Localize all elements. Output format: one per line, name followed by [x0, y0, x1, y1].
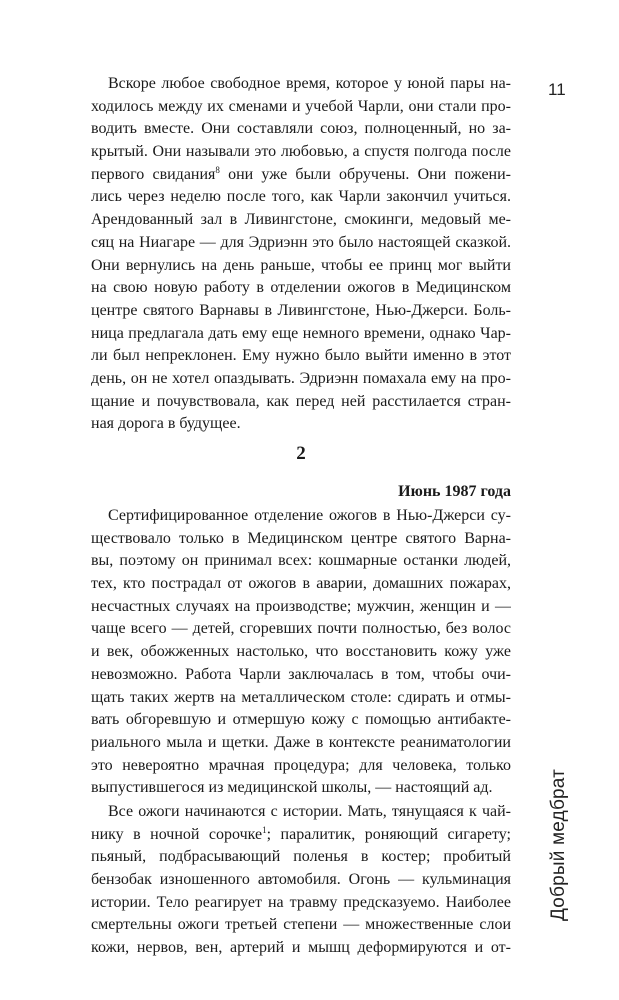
text-segment: нику в ночной сорочке [91, 825, 263, 843]
paragraph-3 [91, 801, 511, 960]
paragraph-1 [91, 73, 511, 436]
text-line: вы, поэтому он принимал всех: кошмарные останки людей, [91, 552, 511, 570]
text-line: день, он не хотел опаздывать. Эдриэнн помахала ему на про- [91, 369, 511, 387]
text-line: Сертифицированное отделение ожогов в Нью-Джерси су- [108, 507, 511, 524]
text-line: центре святого Варнавы в Ливингстоне, Нью-Джерси. Боль- [91, 301, 511, 319]
text-line: чаще всего — детей, сгоревших почти полностью, без волос [91, 620, 511, 638]
paragraph-2 [91, 505, 511, 800]
text-line: истории. Тело реагирует на травму предсказуемо. Наиболее [91, 893, 511, 911]
text-line: лись через неделю после того, как Чарли закончил учиться. [91, 188, 511, 206]
text-line: пьяный, подбрасывающий поленья в костер; пробитый [91, 848, 511, 866]
page-number: 11 [548, 80, 566, 99]
text-line: вать обгоревшую и отмершую кожу с помощью антибакте- [91, 711, 511, 729]
running-title: Добрый медбрат [548, 768, 569, 921]
text-line: ница предлагала дать ему еще немного времени, однако Чар- [91, 324, 511, 342]
text-segment: ; паралитик, роняющий сигарету; [266, 825, 511, 843]
text-line: щание и почувствовала, как перед ней расстилается стран- [91, 392, 511, 410]
text-line: риального мыла и щетки. Даже в контексте реаниматологии [91, 733, 511, 751]
text-segment: они уже были обручены. Они пожени- [219, 165, 511, 183]
footnote-marker: 1 [262, 824, 267, 835]
text-line: кожи, нервов, вен, артерий и мышц деформируются и от- [91, 939, 511, 957]
text-line: Вскоре любое свободное время, которое у юной пары на- [108, 75, 511, 92]
text-line: выпустившегося из медицинской школы, — настоящий ад. [91, 779, 493, 797]
text-line: ществовало только в Медицинском центре святого Варна- [91, 529, 511, 547]
text-line: на свою новую работу в отделении ожогов в Медицинском [91, 279, 511, 297]
text-line: несчастных случаях на производстве; мужчин, женщин и — [91, 597, 511, 615]
text-line: невозможно. Работа Чарли заключалась в том, чтобы очи- [91, 665, 511, 683]
text-line: щать таких жертв на металлическом столе: сдирать и отмы- [91, 688, 511, 706]
chapter-date: Июнь 1987 года [398, 483, 511, 500]
text-line: водить вместе. Они составляли союз, полноценный, но за- [91, 120, 511, 138]
text-line: Они вернулись на день раньше, чтобы ее принц мог выйти [91, 256, 511, 274]
text-line: это невероятно мрачная процедура; для человека, только [91, 756, 511, 774]
text-line: и век, обожженных настолько, что восстановить кожу уже [91, 643, 511, 661]
text-line: ли был непреклонен. Ему нужно было выйти именно в этот [91, 347, 511, 365]
text-line: тех, кто пострадал от ожогов в аварии, домашних пожарах, [91, 575, 511, 593]
text-line: бензобак изношенного автомобиля. Огонь — кульминация [91, 871, 511, 889]
text-line: ная дорога в будущее. [91, 415, 241, 433]
text-line: Все ожоги начинаются с истории. Мать, тянущаяся к чай- [108, 803, 511, 820]
footnote-marker: 8 [215, 164, 220, 175]
text-line [91, 824, 511, 847]
text-line: сяц на Ниагаре — для Эдриэнн это было настоящей сказкой. [91, 233, 511, 251]
text-segment: первого свидания [91, 165, 216, 183]
text-line: ходилось между их сменами и учебой Чарли, они стали про- [91, 97, 511, 115]
text-line: крытый. Они называли это любовью, а спустя полгода после [91, 143, 511, 161]
text-line: Арендованный зал в Ливингстоне, смокинги, медовый ме- [91, 211, 511, 229]
text-line [91, 164, 511, 187]
chapter-number: 2 [296, 443, 306, 464]
text-line: смертельны ожоги третьей степени — множественные слои [91, 916, 511, 934]
